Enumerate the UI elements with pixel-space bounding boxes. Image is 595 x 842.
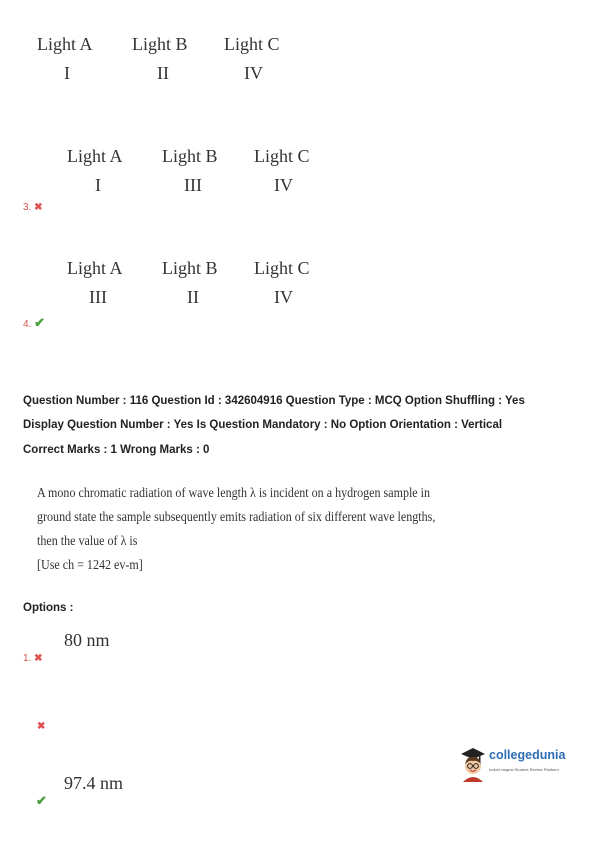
logo-name: collegedunia [489, 748, 566, 762]
table-cell: II [187, 287, 199, 307]
light-table-1 [37, 34, 314, 84]
correct-check-icon: ✔ [36, 793, 47, 808]
wrong-cross-icon: ✖ [34, 653, 43, 664]
graduate-avatar-icon [459, 744, 487, 784]
table-header-light-b: Light B [162, 146, 218, 166]
table-header-light-c: Light C [254, 258, 310, 278]
correct-check-icon: ✔ [34, 315, 46, 330]
table-header-light-c: Light C [254, 146, 310, 166]
table-header-light-b: Light B [132, 34, 188, 54]
table-cell: IV [244, 63, 263, 83]
table-cell: I [64, 63, 70, 83]
table-header-light-c: Light C [224, 34, 280, 54]
wrong-cross-icon: ✖ [34, 202, 43, 213]
table-header-light-a: Light A [67, 258, 123, 278]
question-meta-line-3: Correct Marks : 1 Wrong Marks : 0 [23, 444, 210, 456]
option-1-value: 80 nm [64, 630, 110, 650]
table-cell: IV [274, 287, 293, 307]
logo-tagline: India's largest Student Review Platform [489, 767, 559, 772]
table-header-light-a: Light A [37, 34, 93, 54]
question-meta-line-2: Display Question Number : Yes Is Question Mandatory : No Option Orientation : Vertical [23, 419, 503, 431]
option-2-value: 97.4 nm [64, 773, 124, 793]
question-text [37, 482, 436, 578]
wrong-cross-icon: ✖ [37, 721, 46, 732]
table-cell: I [95, 175, 101, 195]
question-meta-line-1: Question Number : 116 Question Id : 342604916 Question Type : MCQ Option Shuffling : Yes [23, 395, 525, 407]
option-number-4: 4. ✔ [23, 315, 46, 330]
table-header-light-b: Light B [162, 258, 218, 278]
table-cell: IV [274, 175, 293, 195]
option-number-1: 1. ✖ [23, 653, 43, 664]
collegedunia-logo [459, 744, 577, 784]
question-line-1: A mono chromatic radiation of wave length λ is incident on a hydrogen sample in [37, 486, 431, 501]
option-number-3: 3. ✖ [23, 202, 43, 213]
table-cell: III [184, 175, 202, 195]
table-header-light-a: Light A [67, 146, 123, 166]
light-table-2 [67, 146, 344, 196]
question-line-2: ground state the sample subsequently emits radiation of six different wave lengths, [37, 510, 436, 525]
table-cell: III [89, 287, 107, 307]
table-cell: II [157, 63, 169, 83]
question-line-4: [Use ch = 1242 ev-m] [37, 558, 143, 573]
light-table-3 [67, 258, 344, 308]
question-line-3: then the value of λ is [37, 534, 138, 549]
options-label: Options : [23, 602, 74, 614]
